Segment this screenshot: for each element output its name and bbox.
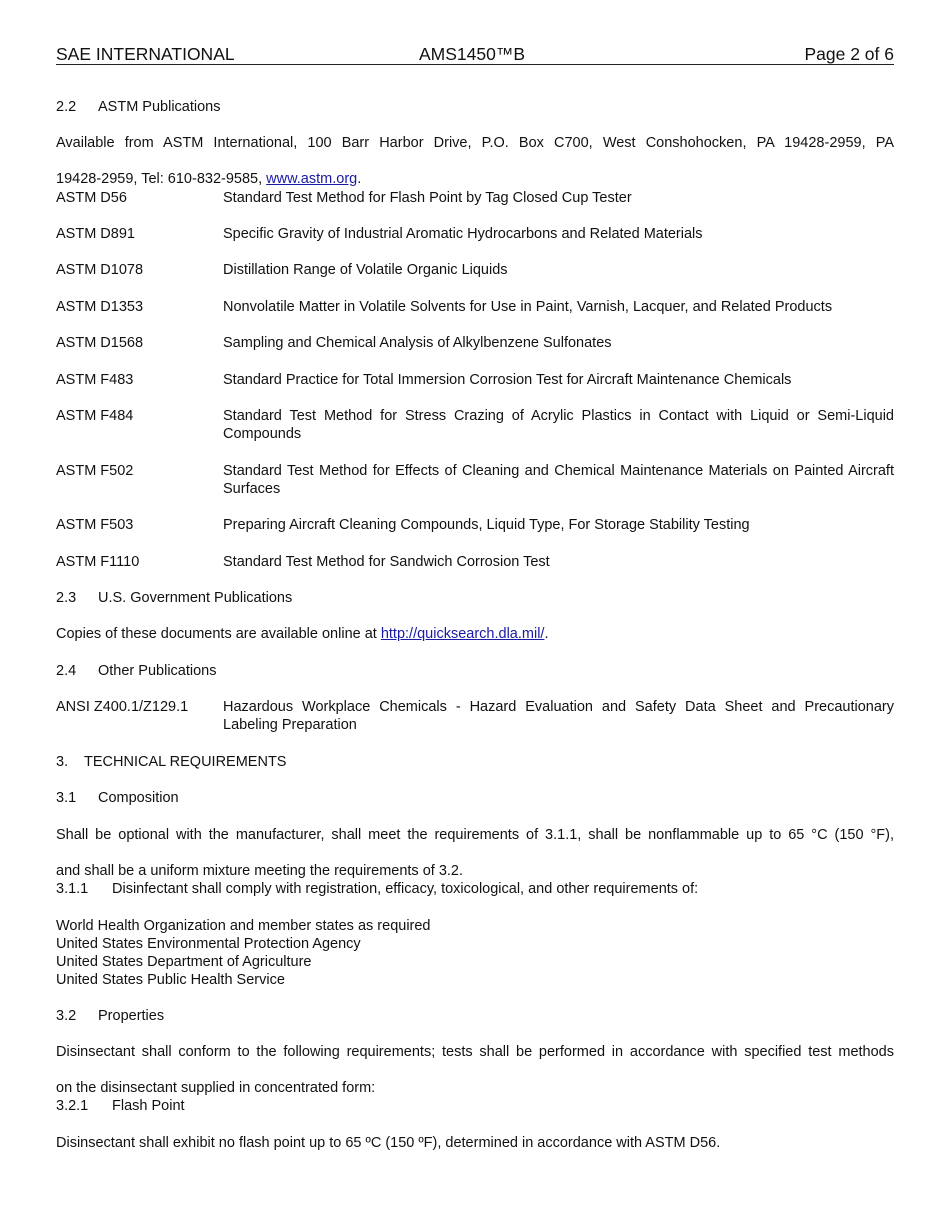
list-item: United States Department of Agriculture [56, 954, 312, 970]
reference-title: Standard Test Method for Stress Crazing of Acrylic Plastics in Contact with Liquid or Semi-Liquid Compounds [223, 408, 894, 442]
section-heading-3-1-1: 3.1.1 Disinfectant shall comply with registration, efficacy, toxicological, and other requirements of: [56, 881, 699, 897]
agency-list [56, 917, 894, 989]
reference-title: Standard Test Method for Sandwich Corrosion Test [223, 554, 550, 570]
reference-title: Preparing Aircraft Cleaning Compounds, Liquid Type, For Storage Stability Testing [223, 517, 750, 533]
header-page-number: Page 2 of 6 [804, 44, 894, 64]
astm-availability-paragraph: Available from ASTM International, 100 Barr Harbor Drive, P.O. Box C700, West Conshohocken, PA 19428-2959, PA 19428-2959, Tel: 610-832-9585, www.astm.org. [56, 135, 894, 187]
section-heading-2-3: 2.3 U.S. Government Publications [56, 590, 293, 606]
reference-code: ASTM F483 [56, 372, 134, 388]
list-item: World Health Organization and member states as required [56, 918, 431, 934]
list-item: United States Environmental Protection Agency [56, 936, 361, 952]
reference-code: ASTM F1110 [56, 554, 140, 570]
reference-title: Hazardous Workplace Chemicals - Hazard Evaluation and Safety Data Sheet and Precautionary Labeling Preparation [223, 699, 894, 733]
reference-code: ASTM D1353 [56, 299, 144, 315]
list-item: United States Public Health Service [56, 972, 285, 988]
reference-title: Specific Gravity of Industrial Aromatic Hydrocarbons and Related Materials [223, 226, 703, 242]
reference-code: ASTM D1078 [56, 262, 144, 278]
reference-code: ASTM F484 [56, 408, 134, 424]
page-header [56, 44, 894, 65]
reference-code: ASTM D56 [56, 190, 127, 206]
section-heading-2-2: 2.2 ASTM Publications [56, 99, 221, 115]
reference-title: Nonvolatile Matter in Volatile Solvents for Use in Paint, Varnish, Lacquer, and Related Products [223, 299, 833, 315]
section-heading-3-1: 3.1 Composition [56, 790, 179, 806]
section-heading-3-2: 3.2 Properties [56, 1008, 165, 1024]
section-heading-2-4: 2.4 Other Publications [56, 663, 217, 679]
header-document-id: AMS1450™B [419, 44, 526, 64]
reference-code: ASTM D1568 [56, 335, 144, 351]
reference-title: Standard Test Method for Flash Point by Tag Closed Cup Tester [223, 190, 632, 206]
reference-code: ASTM F503 [56, 517, 134, 533]
header-organization: SAE INTERNATIONAL [56, 44, 235, 64]
reference-code: ASTM D891 [56, 226, 135, 242]
reference-code: ANSI Z400.1/Z129.1 [56, 699, 189, 715]
composition-paragraph: Shall be optional with the manufacturer, shall meet the requirements of 3.1.1, shall be nonflammable up to 65 °C (150 °F), and shall be a uniform mixture meeting the requirements of 3.2. [56, 827, 894, 879]
astm-website-link[interactable]: www.astm.org [266, 171, 358, 187]
reference-title: Sampling and Chemical Analysis of Alkylbenzene Sulfonates [223, 335, 612, 351]
properties-paragraph: Disinsectant shall conform to the following requirements; tests shall be performed in accordance with specified test methods on the disinsectant supplied in concentrated form: [56, 1044, 894, 1096]
reference-title: Standard Practice for Total Immersion Corrosion Test for Aircraft Maintenance Chemicals [223, 372, 792, 388]
reference-title: Standard Test Method for Effects of Cleaning and Chemical Maintenance Materials on Painted Aircraft Surfaces [223, 463, 894, 497]
quicksearch-link[interactable]: http://quicksearch.dla.mil/ [380, 626, 545, 642]
section-heading-3-2-1: 3.2.1 Flash Point [56, 1098, 185, 1114]
flash-point-paragraph: Disinsectant shall exhibit no flash point up to 65 ºC (150 ºF), determined in accordance with ASTM D56. [56, 1135, 721, 1151]
reference-title: Distillation Range of Volatile Organic Liquids [223, 262, 508, 278]
reference-code: ASTM F502 [56, 463, 134, 479]
government-publications-paragraph: Copies of these documents are available online at http://quicksearch.dla.mil/. [56, 626, 549, 642]
section-heading-3: 3. TECHNICAL REQUIREMENTS [56, 754, 287, 770]
